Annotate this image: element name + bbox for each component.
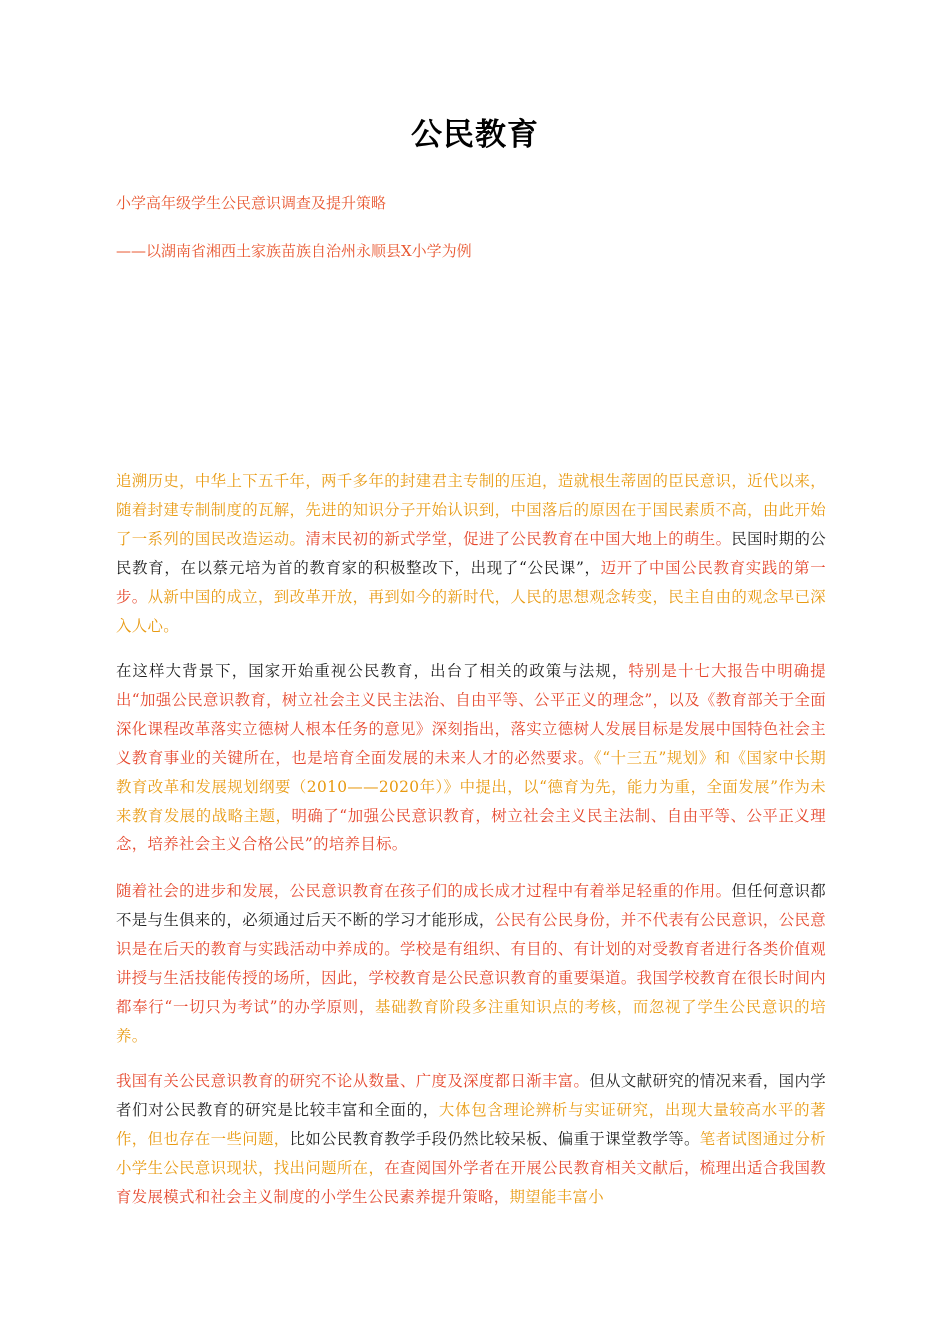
text-segment: 大体包含理论辨析与实证研究，出现大量较高水平的著作，但也存在一些问题，: [116, 1100, 826, 1148]
text-segment: 特别是十七大报告中明确提出“加强公民意识教育，树立社会主义民主法治、自由平等、公平正义的理念”，以及《教育部关于全面深化课程改革落实立德树人根本任务的意见》深刻指出，落实立德树人发展目标是发展中国特色社会主义教育事业的关键所在，也是培育全面发展的未来人才的必然要求。: [116, 662, 826, 767]
text-segment: 随着社会的进步和发展，公民意识教育在孩子们的成长成才过程中有着举足轻重的作用。: [116, 882, 732, 900]
text-segment: 比如公民教育教学手段仍然比较呆板、偏重于课堂教学等。: [289, 1129, 700, 1148]
text-segment: 在查阅国外学者在开展公民教育相关文献后，梳理出适合我国教育发展模式和社会主义制度的小学生公民素养提升策略，: [116, 1158, 826, 1206]
subtitle-line-2: ——以湖南省湘西土家族苗族自治州永顺县X小学为例: [116, 242, 472, 260]
paragraph-3: [116, 877, 826, 1050]
text-segment: 追溯历史，中华上下五千年，两千多年的封建君主专制的压迫，造就根生蒂固的臣民意识，近代以来，随着封建专制制度的瓦解，先进的知识分子开始认识到，中国落后的原因在于国民素质不高，由此开始了一系列的国民改造运动。: [116, 472, 826, 548]
text-segment: 笔者试图通过分析小学生公民意识现状，找出问题所在，: [116, 1129, 826, 1177]
paragraph-2: [116, 657, 826, 859]
text-segment: 在这样大背景下，国家开始重视公民教育，出台了相关的政策与法规，: [116, 662, 629, 680]
subtitle-line-1: 小学高年级学生公民意识调查及提升策略: [116, 194, 387, 212]
text-segment: 民国时期的公民教育，在以蔡元培为首的教育家的积极整改下，出现了“公民课”，: [116, 529, 826, 577]
paragraph-4: [116, 1067, 826, 1212]
text-segment: 期望能丰富小: [509, 1187, 604, 1206]
text-segment: 但从文献研究的情况来看，国内学者们对公民教育的研究是比较丰富和全面的，: [116, 1072, 826, 1119]
text-segment: 明确了“加强公民意识教育，树立社会主义民主法制、自由平等、公平正义理念，培养社会主义合格公民”的培养目标。: [116, 806, 826, 854]
page-title: 公民教育: [411, 117, 539, 153]
text-segment: 《“十三五”规划》和《国家中长期教育改革和发展规划纲要（2010——2020年）》中提出，以“德育为先，能力为重，全面发展”作为未来教育发展的战略主题，: [116, 748, 826, 825]
text-segment: 我国有关公民意识教育的研究不论从数量、广度及深度都日渐丰富。: [116, 1072, 590, 1090]
text-segment: 但任何意识都不是与生俱来的，必须通过后天不断的学习才能形成，: [116, 882, 826, 929]
text-segment: 迈开了中国公民教育实践的第一步。: [116, 558, 826, 606]
text-segment: 公民有公民身份，并不代表有公民意识，公民意识是在后天的教育与实践活动中养成的。学校是有组织、有目的、有计划的对受教育者进行各类价值观讲授与生活技能传授的场所，因此，学校教育是公民意识教育的重要渠道。我国学校教育在很长时间内都奉行“一切只为考试”的办学原则，: [116, 910, 826, 1016]
text-segment: 清末民初的新式学堂，促进了公民教育在中国大地上的萌生。: [305, 529, 732, 548]
text-segment: 从新中国的成立，到改革开放，再到如今的新时代，人民的思想观念转变，民主自由的观念早已深入人心。: [116, 587, 826, 635]
text-segment: 基础教育阶段多注重知识点的考核，而忽视了学生公民意识的培养。: [116, 997, 826, 1045]
paragraph-1: [116, 467, 826, 640]
